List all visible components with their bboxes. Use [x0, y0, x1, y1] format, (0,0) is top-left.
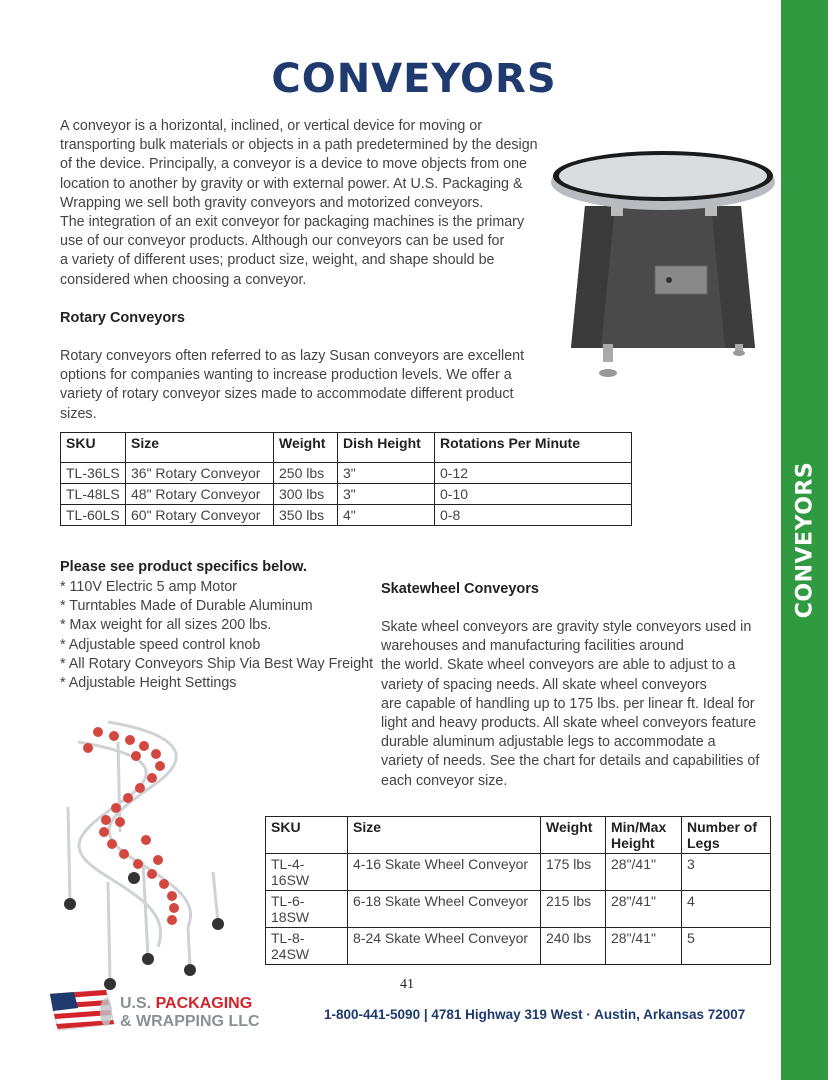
skatewheel-conveyor-image [48, 712, 263, 992]
table-header-cell: Min/Max Height [606, 817, 682, 854]
logo-text-us: U.S. [120, 995, 156, 1012]
skatewheel-line: warehouses and manufacturing facilities around [381, 638, 684, 655]
skatewheel-line: each conveyor size. [381, 772, 508, 789]
table-header-row [266, 817, 771, 854]
intro-line: transporting bulk materials or objects in a path predetermined by the design [60, 137, 538, 154]
table-header-cell: Number of Legs [682, 817, 771, 854]
skatewheel-table [265, 816, 771, 965]
skatewheel-line: variety of needs. See the chart for details and capabilities of [381, 753, 760, 770]
intro-line: location to another by gravity or with external power. At U.S. Packaging & [60, 175, 523, 192]
intro-paragraph [60, 117, 560, 290]
table-cell: TL-6-18SW [266, 891, 348, 928]
table-header-cell: Rotations Per Minute [435, 433, 632, 463]
intro-line: The integration of an exit conveyor for packaging machines is the primary [60, 214, 525, 231]
table-cell: 350 lbs [274, 505, 338, 526]
table-header-cell: SKU [61, 433, 126, 463]
table-header-cell: Size [348, 817, 541, 854]
table-cell: 3" [338, 484, 435, 505]
skatewheel-heading: Skatewheel Conveyors [381, 581, 539, 597]
skatewheel-line: the world. Skate wheel conveyors are able to adjust to a [381, 657, 736, 674]
table-cell: 5 [682, 928, 771, 965]
rotary-heading: Rotary Conveyors [60, 310, 185, 326]
table-row [266, 928, 771, 965]
table-cell: TL-48LS [61, 484, 126, 505]
rotary-line: options for companies wanting to increase production levels. We offer a [60, 367, 512, 384]
table-cell: 0-12 [435, 463, 632, 484]
specifics-heading: Please see product specifics below. [60, 559, 307, 575]
skatewheel-paragraph [381, 618, 776, 791]
intro-line: of the device. Principally, a conveyor is a device to move objects from one [60, 156, 527, 173]
table-header-cell: Size [126, 433, 274, 463]
table-row [266, 891, 771, 928]
specifics-list [60, 578, 380, 693]
table-cell: TL-60LS [61, 505, 126, 526]
side-tab [781, 0, 828, 1080]
page-title: CONVEYORS [271, 56, 557, 102]
table-cell: TL-8-24SW [266, 928, 348, 965]
side-tab-label: CONVEYORS [792, 461, 817, 619]
rotary-line: Rotary conveyors often referred to as lazy Susan conveyors are excellent [60, 348, 525, 364]
rotary-line: variety of rotary conveyor sizes made to accommodate different product [60, 386, 514, 403]
table-cell: 28"/41" [606, 891, 682, 928]
table-cell: 240 lbs [541, 928, 606, 965]
rotary-conveyor-image [545, 148, 781, 384]
intro-line: use of our conveyor products. Although our conveyors can be used for [60, 233, 505, 250]
table-cell: 4-16 Skate Wheel Conveyor [348, 854, 541, 891]
skatewheel-line: light and heavy products. All skate wheel conveyors feature [381, 715, 757, 732]
logo-text-brand: PACKAGING [155, 995, 253, 1012]
table-row [61, 505, 632, 526]
flag-icon [48, 988, 116, 1032]
table-cell: 8-24 Skate Wheel Conveyor [348, 928, 541, 965]
company-logo [48, 988, 273, 1032]
intro-line: a variety of different uses; product size, weight, and shape should be [60, 252, 495, 269]
table-cell: 250 lbs [274, 463, 338, 484]
table-cell: TL-4-16SW [266, 854, 348, 891]
table-row [61, 484, 632, 505]
table-header-cell: Weight [541, 817, 606, 854]
list-item: * Max weight for all sizes 200 lbs. [60, 617, 272, 634]
table-header-cell: SKU [266, 817, 348, 854]
rotary-paragraph [60, 347, 540, 424]
rotary-line: sizes. [60, 405, 97, 422]
intro-line: A conveyor is a horizontal, inclined, or vertical device for moving or [60, 118, 482, 134]
skatewheel-line: are capable of handling up to 175 lbs. per linear ft. Ideal for [381, 695, 755, 712]
logo-text-wrapping: & WRAPPING LLC [120, 1013, 260, 1030]
table-cell: 4 [682, 891, 771, 928]
table-cell: 300 lbs [274, 484, 338, 505]
intro-line: Wrapping we sell both gravity conveyors and motorized conveyors. [60, 194, 484, 211]
table-cell: 48" Rotary Conveyor [126, 484, 274, 505]
table-cell: 215 lbs [541, 891, 606, 928]
table-header-cell: Weight [274, 433, 338, 463]
table-cell: 4" [338, 505, 435, 526]
footer-contact: 1-800-441-5090 | 4781 Highway 319 West · Austin, Arkansas 72007 [324, 1007, 746, 1022]
skatewheel-line: Skate wheel conveyors are gravity style conveyors used in [381, 619, 752, 635]
table-cell: 0-8 [435, 505, 632, 526]
list-item: * Turntables Made of Durable Aluminum [60, 598, 313, 615]
list-item: * Adjustable speed control knob [60, 636, 261, 653]
rotary-table [60, 432, 632, 526]
table-cell: 3 [682, 854, 771, 891]
table-row [266, 854, 771, 891]
skatewheel-line: variety of spacing needs. All skate wheel conveyors [381, 676, 707, 693]
table-header-row [61, 433, 632, 463]
list-item: * All Rotary Conveyors Ship Via Best Way Freight [60, 655, 374, 672]
table-cell: 6-18 Skate Wheel Conveyor [348, 891, 541, 928]
intro-line: considered when choosing a conveyor. [60, 271, 307, 288]
skatewheel-line: durable aluminum adjustable legs to accommodate a [381, 734, 716, 751]
table-cell: 36" Rotary Conveyor [126, 463, 274, 484]
list-item: * 110V Electric 5 amp Motor [60, 579, 237, 595]
page-number: 41 [400, 977, 414, 992]
list-item: * Adjustable Height Settings [60, 675, 237, 692]
table-cell: 3" [338, 463, 435, 484]
table-cell: 60" Rotary Conveyor [126, 505, 274, 526]
table-cell: 0-10 [435, 484, 632, 505]
table-cell: 175 lbs [541, 854, 606, 891]
table-cell: 28"/41" [606, 854, 682, 891]
table-cell: 28"/41" [606, 928, 682, 965]
table-row [61, 463, 632, 484]
table-cell: TL-36LS [61, 463, 126, 484]
table-header-cell: Dish Height [338, 433, 435, 463]
